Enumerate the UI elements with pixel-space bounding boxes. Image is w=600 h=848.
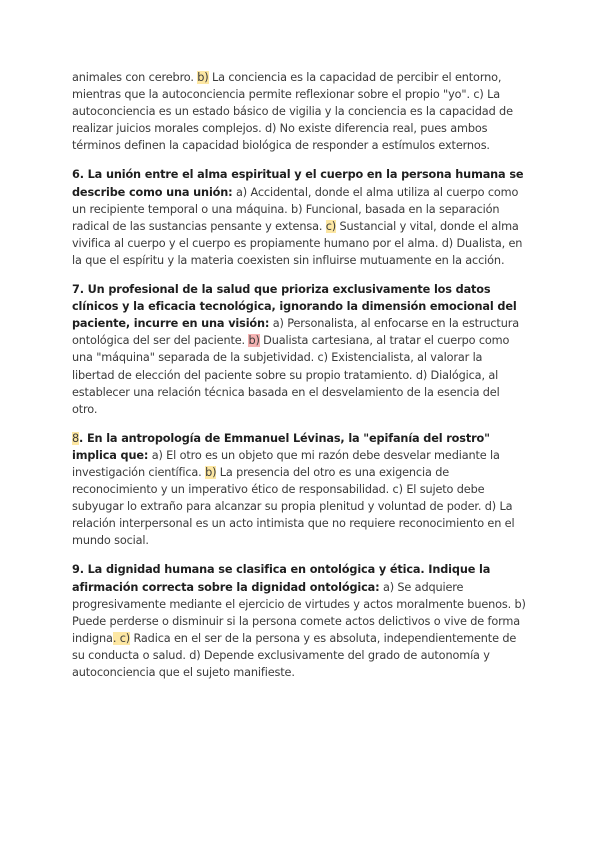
answer-text: a) Personalista, al enfocarse en la estructura ontológica del ser del paciente. — [72, 317, 519, 348]
answer-text: Sustancial y vital, donde el alma vivifica al cuerpo y el cuerpo es propiamente humano por el alma. d) Dualista, en la que el espíritu y la materia coexisten sin influirse mutuamente en la acción. — [72, 219, 523, 267]
answer-text: a) El otro es un objeto que mi razón debe desvelar mediante la investigación científica. — [72, 448, 500, 479]
answer-text: a) Se adquiere progresivamente mediante el ejercicio de virtudes y actos moralmente buenos. b) Puede perderse o disminuir si la persona comete actos delictivos o vive de forma indigna — [72, 580, 526, 645]
answer-text: a) Accidental, donde el alma utiliza al cuerpo como un recipiente temporal o una máquina. b) Funcional, basada en la separación radical de las sustancias pensante y extensa. — [72, 185, 519, 233]
question-8 — [72, 430, 528, 550]
answer-highlight: c) — [325, 219, 337, 233]
question-number-highlight: 8 — [72, 431, 80, 445]
question-text: 6. La unión entre el alma espiritual y el cuerpo en la persona humana se describe como una unión: — [72, 168, 524, 199]
answer-text: Dualista cartesiana, al tratar el cuerpo como una "máquina" separada de la subjetividad. c) Existencialista, al valorar la libertad de elección del paciente sobre su propio tratamiento. d) Dialógica, al establecer una relación técnica basada en el desvelamiento de la esencia del otro. — [72, 334, 510, 416]
answer-text: La conciencia es la capacidad de percibir el entorno, mientras que la autoconciencia permite reflexionar sobre el propio "yo". c) La autoconciencia es un estado básico de vigilia y la conciencia es la capacidad de realizar juicios morales complejos. d) No existe diferencia real, pues ambos términos definen la capacidad biológica de responder a estímulos externos. — [72, 71, 513, 153]
question-text: . En la antropología de Emmanuel Lévinas, la "epifanía del rostro" implica que: — [72, 431, 490, 462]
answer-highlight: . c) — [112, 631, 131, 645]
question-9 — [72, 561, 528, 681]
question-5-continuation — [72, 69, 528, 154]
answer-text: Radica en el ser de la persona y es absoluta, independientemente de su conducta o salud. d) Depende exclusivamente del grado de autonomía y autoconciencia que el sujeto manifieste. — [72, 631, 517, 679]
question-text: 9. La dignidad humana se clasifica en ontológica y ética. Indique la afirmación correcta sobre la dignidad ontológica: — [72, 563, 491, 594]
answer-highlight: b) — [197, 71, 209, 84]
answer-text: La presencia del otro es una exigencia de reconocimiento y un imperativo ético de responsabilidad. c) El sujeto debe subyugar lo extraño para alcanzar su propia plenitud y voluntad de poder. d) La relación interpersonal es un acto intimista que no requiere reconocimiento en el mundo social. — [72, 465, 515, 548]
question-7 — [72, 281, 528, 418]
answer-highlight: b) — [248, 334, 260, 348]
answer-text: animales con cerebro. — [72, 71, 198, 84]
question-text: 7. Un profesional de la salud que prioriza exclusivamente los datos clínicos y la eficacia tecnológica, ignorando la dimensión emocional del paciente, incurre en una visión: — [72, 283, 517, 331]
question-6 — [72, 166, 528, 269]
answer-highlight: b) — [205, 465, 217, 479]
